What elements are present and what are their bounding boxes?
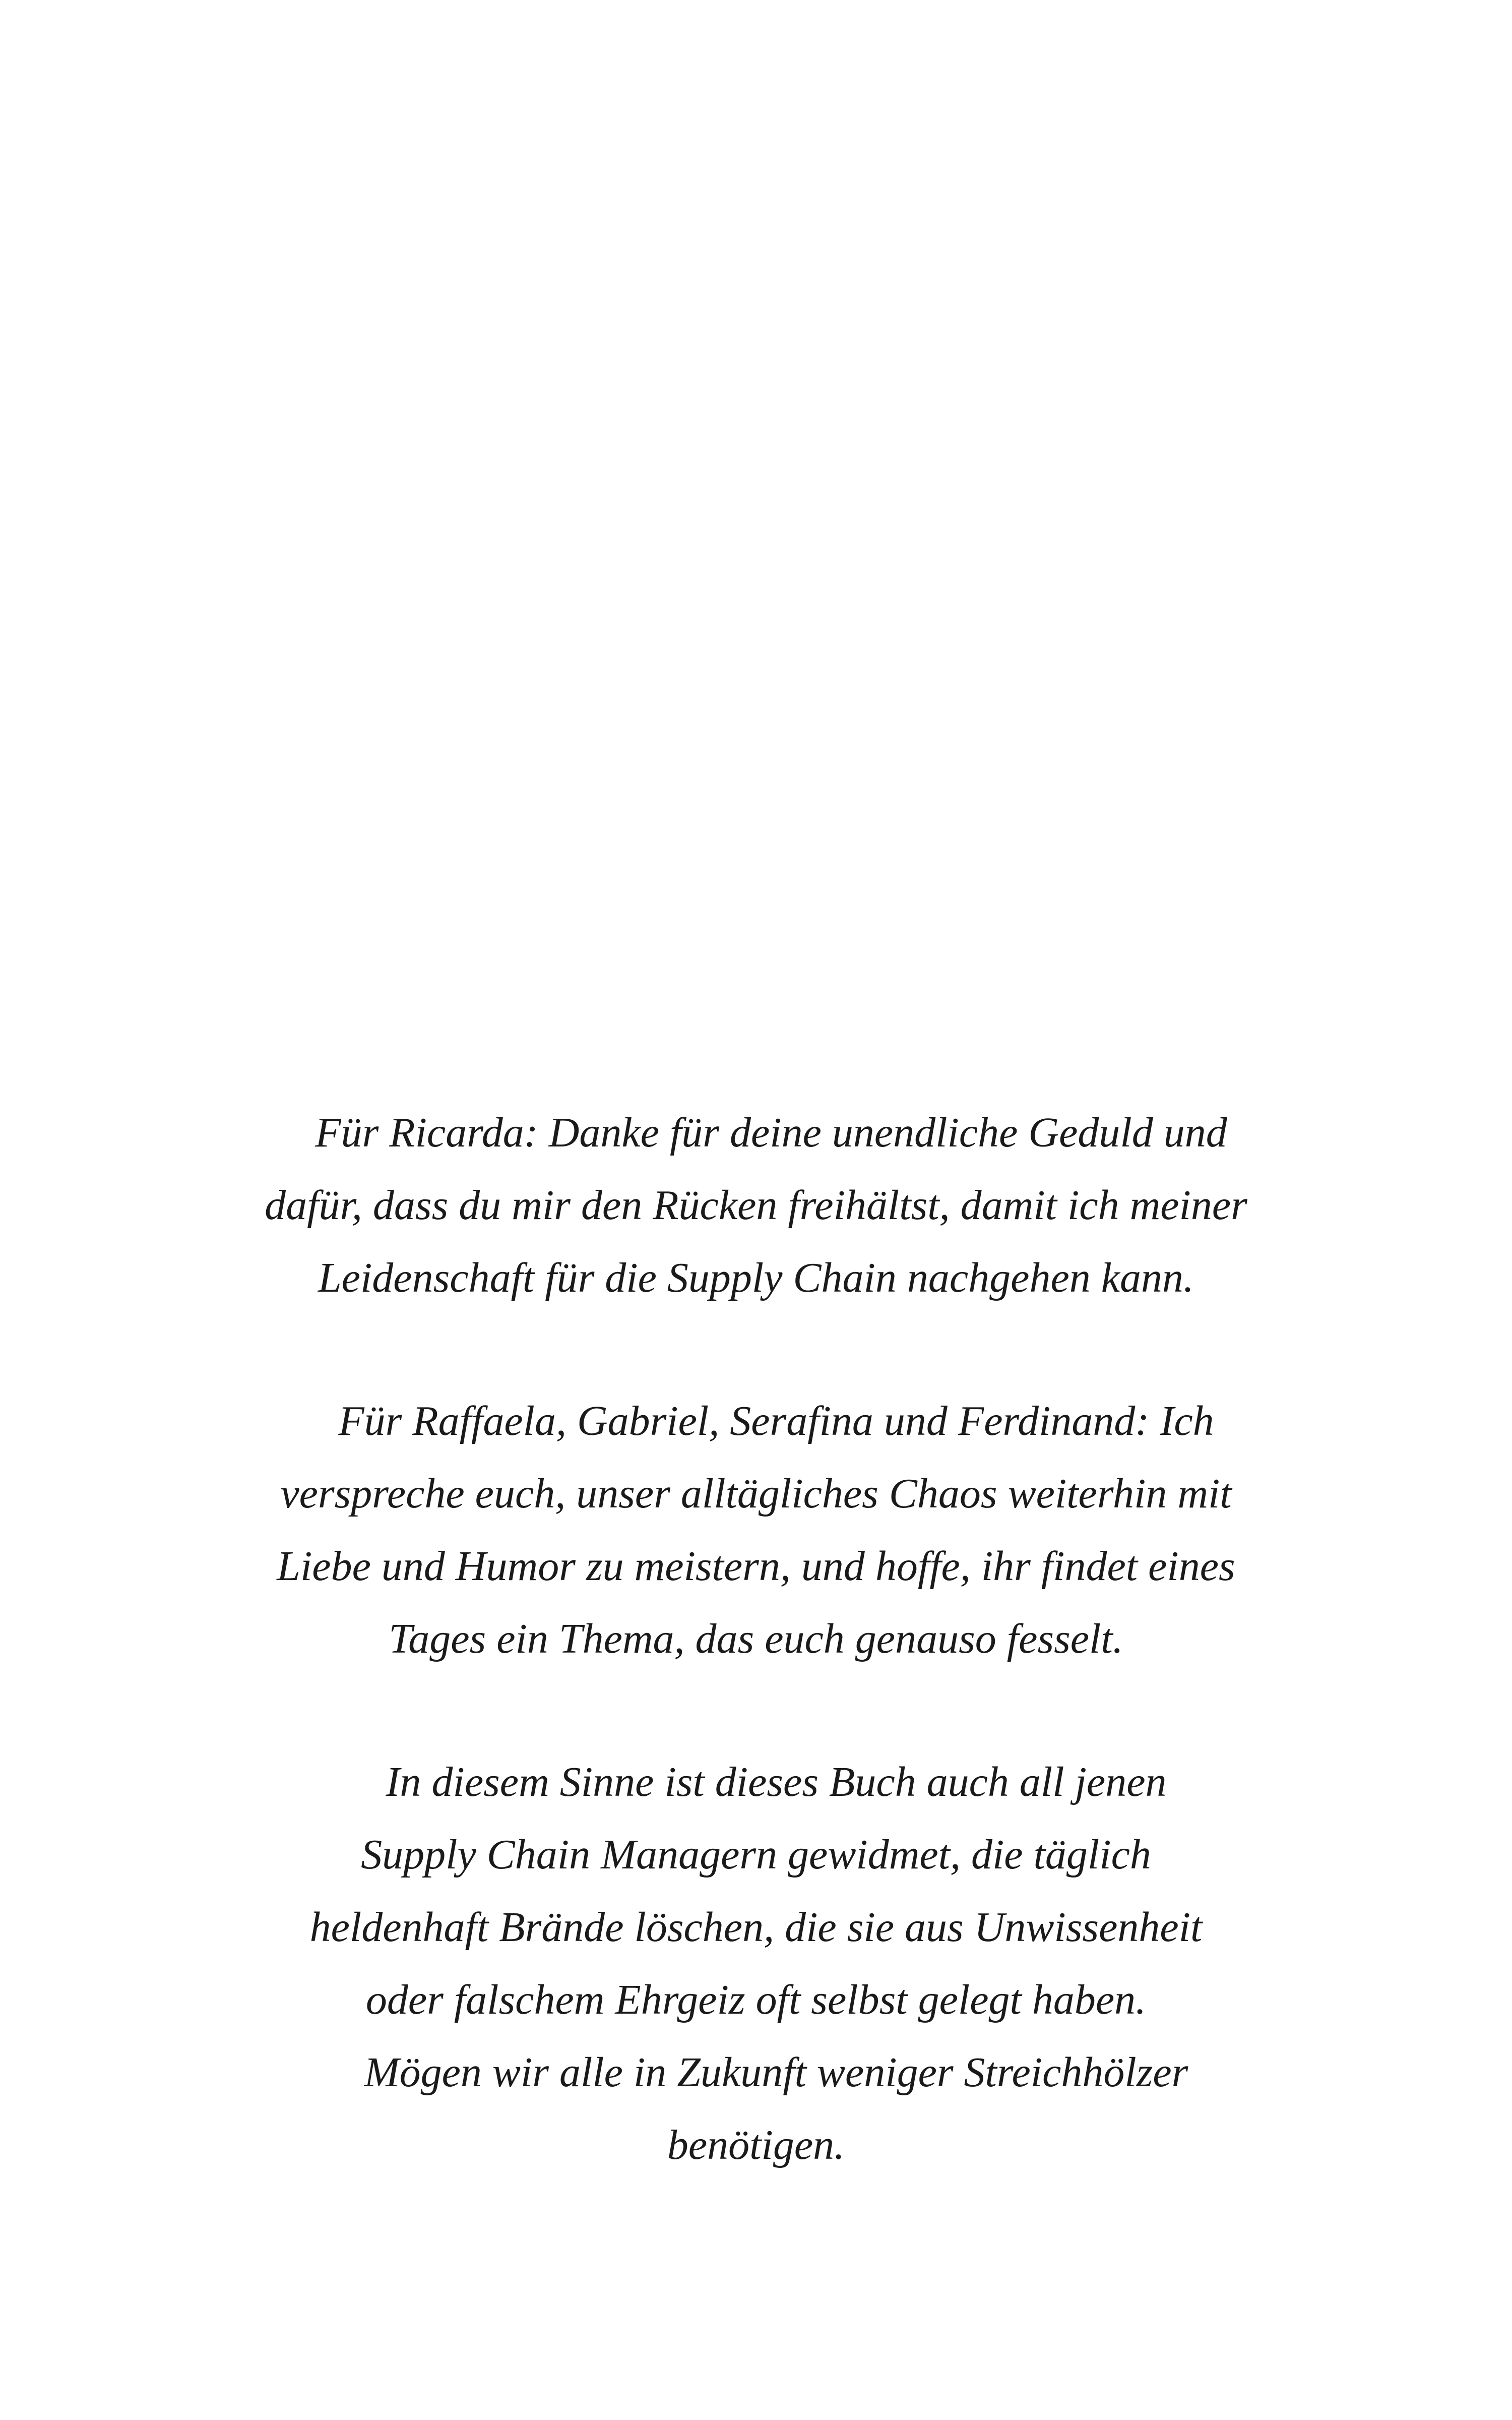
dedication-paragraph-children (0, 1385, 1512, 1675)
dedication-line: Tages ein Thema, das euch genauso fesselt. (389, 1615, 1123, 1662)
dedication-line: Liebe und Humor zu meistern, und hoffe, ihr findet eines (277, 1543, 1235, 1590)
dedication-line: Leidenschaft für die Supply Chain nachgehen kann. (318, 1254, 1194, 1301)
dedication-line: dafür, dass du mir den Rücken freihältst, damit ich meiner (265, 1182, 1247, 1229)
dedication-line: Für Raffaela, Gabriel, Serafina und Ferdinand: Ich (338, 1398, 1214, 1444)
dedication-line: Supply Chain Managern gewidmet, die täglich (361, 1831, 1151, 1878)
dedication-paragraph-supply-chain-managers (0, 1746, 1512, 2182)
dedication-line: benötigen. (667, 2122, 845, 2168)
dedication-line: oder falschem Ehrgeiz oft selbst gelegt haben. (365, 1976, 1147, 2023)
dedication-line: In diesem Sinne ist dieses Buch auch all jenen (386, 1759, 1167, 1805)
dedication-line: heldenhaft Brände löschen, die sie aus Unwissenheit (309, 1904, 1203, 1951)
dedication-line: Für Ricarda: Danke für deine unendliche Geduld und (315, 1109, 1227, 1156)
dedication-paragraph-ricarda (0, 1097, 1512, 1314)
dedication-line: verspreche euch, unser alltägliches Chaos weiterhin mit (280, 1470, 1232, 1517)
dedication-line: Mögen wir alle in Zukunft weniger Streichhölzer (364, 2049, 1188, 2096)
